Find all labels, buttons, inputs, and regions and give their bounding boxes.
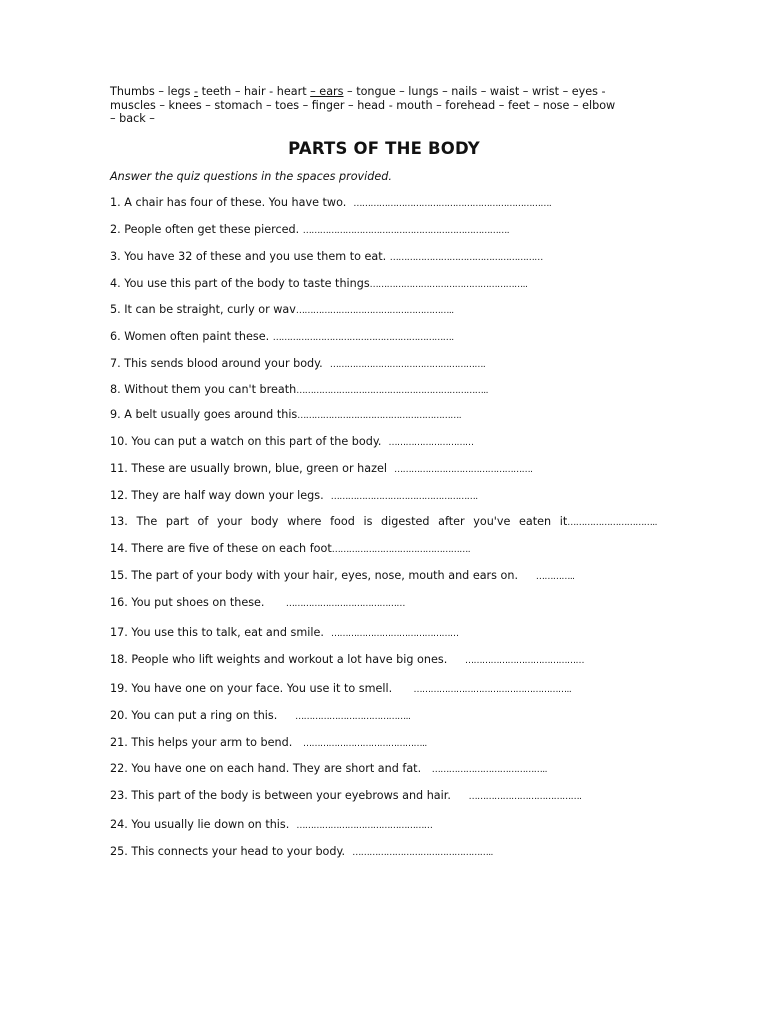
question-23 xyxy=(110,789,582,802)
answer-blank[interactable]: ……………………………………………… xyxy=(389,253,543,263)
answer-blank[interactable]: ………………………………………………………………. xyxy=(302,226,510,236)
question-7 xyxy=(110,357,485,370)
question-text: 21. This helps your arm to bend. xyxy=(110,736,303,749)
word-bank-underlined-dash: - xyxy=(194,85,199,98)
question-19 xyxy=(110,682,571,695)
answer-blank[interactable]: ………………………….. xyxy=(567,518,657,528)
answer-blank[interactable]: ……………………………………… xyxy=(331,629,459,639)
question-text: 7. This sends blood around your body. xyxy=(110,357,330,370)
word-bank-text: Thumbs – legs xyxy=(110,85,195,98)
question-9 xyxy=(110,408,461,421)
question-11 xyxy=(110,462,532,475)
instructions: Answer the quiz questions in the spaces provided. xyxy=(110,170,392,183)
question-text: 1. A chair has four of these. You have two. xyxy=(110,196,354,209)
question-text: 12. They are half way down your legs. xyxy=(110,489,331,502)
answer-blank[interactable]: …………………………………………. xyxy=(331,545,471,555)
answer-blank[interactable]: …………………………………………………. xyxy=(297,411,462,421)
answer-blank[interactable]: ……………………………………………………………. xyxy=(353,199,552,209)
question-6 xyxy=(110,330,454,343)
word-bank-underlined-ears: – ears xyxy=(310,85,344,98)
question-text: 23. This part of the body is between your eyebrows and hair. xyxy=(110,789,469,802)
question-text: 6. Women often paint these. xyxy=(110,330,273,343)
question-8 xyxy=(110,383,488,396)
answer-blank[interactable]: …………………………………… xyxy=(285,599,405,609)
question-16 xyxy=(110,596,405,609)
question-3 xyxy=(110,250,543,263)
word-bank-text: teeth – hair - heart xyxy=(198,85,311,98)
question-20 xyxy=(110,709,410,722)
page-title: PARTS OF THE BODY xyxy=(288,139,480,158)
question-text: 13. The part of your body where food is digested after you've eaten it xyxy=(110,515,568,528)
question-text: 5. It can be straight, curly or wav xyxy=(110,303,296,316)
question-4 xyxy=(110,277,527,290)
question-2 xyxy=(110,223,509,236)
answer-blank[interactable]: ………………………………………….. xyxy=(352,848,493,858)
word-bank-text: – tongue – lungs – nails – waist – wrist – eyes - xyxy=(343,85,606,98)
word-bank-line-2: muscles – knees – stomach – toes – finger – head - mouth – forehead – feet – nose – elbow xyxy=(110,98,616,112)
question-text: 11. These are usually brown, blue, green or hazel xyxy=(110,462,395,475)
question-text: 3. You have 32 of these and you use them to eat. xyxy=(110,250,390,263)
question-text: 16. You put shoes on these. xyxy=(110,596,286,609)
question-text: 14. There are five of these on each foot xyxy=(110,542,332,555)
question-text: 15. The part of your body with your hair, eyes, nose, mouth and ears on. xyxy=(110,569,536,582)
question-text: 2. People often get these pierced. xyxy=(110,223,303,236)
question-25 xyxy=(110,845,493,858)
question-15 xyxy=(110,569,575,582)
question-text: 18. People who lift weights and workout a lot have big ones. xyxy=(110,653,466,666)
question-22 xyxy=(110,762,547,775)
question-text: 24. You usually lie down on this. xyxy=(110,818,297,831)
question-1 xyxy=(110,196,551,209)
answer-blank[interactable]: ………………………………….. xyxy=(431,765,548,775)
question-text: 22. You have one on each hand. They are short and fat. xyxy=(110,762,432,775)
question-12 xyxy=(110,489,478,502)
question-text: 9. A belt usually goes around this xyxy=(110,408,298,421)
question-17 xyxy=(110,626,459,639)
question-14 xyxy=(110,542,470,555)
question-21 xyxy=(110,736,427,749)
word-bank-line-3: – back – xyxy=(110,112,155,126)
answer-blank[interactable]: …………………………………. xyxy=(468,792,582,802)
word-bank-line-1 xyxy=(110,85,665,99)
question-text: 8. Without them you can't breath xyxy=(110,383,297,396)
question-text: 25. This connects your head to your body. xyxy=(110,845,353,858)
answer-blank[interactable]: …………………………………………. xyxy=(394,465,533,475)
answer-blank[interactable]: ……………………………………………….. xyxy=(295,306,454,316)
question-13 xyxy=(110,515,657,528)
question-18 xyxy=(110,653,584,666)
question-5 xyxy=(110,303,454,316)
answer-blank[interactable]: ………………………………………… xyxy=(296,821,433,831)
question-text: 17. You use this to talk, eat and smile. xyxy=(110,626,332,639)
answer-blank[interactable]: ………………………………….. xyxy=(295,712,411,722)
question-text: 10. You can put a watch on this part of the body. xyxy=(110,435,389,448)
question-10 xyxy=(110,435,474,448)
answer-blank[interactable]: …………………………………….. xyxy=(302,739,427,749)
answer-blank[interactable]: ………………………… xyxy=(388,438,474,448)
answer-blank[interactable]: ………………………………………………. xyxy=(329,360,486,370)
question-text: 20. You can put a ring on this. xyxy=(110,709,296,722)
answer-blank[interactable]: ……………………………………………….. xyxy=(413,685,572,695)
question-text: 19. You have one on your face. You use it to smell. xyxy=(110,682,414,695)
question-text: 4. You use this part of the body to taste things xyxy=(110,277,370,290)
answer-blank[interactable]: …………………………………… xyxy=(465,656,585,666)
answer-blank[interactable]: ……………………………………………….. xyxy=(369,280,528,290)
question-24 xyxy=(110,818,432,831)
answer-blank[interactable]: ……………………………………………. xyxy=(330,492,478,502)
answer-blank[interactable]: ………………………………………………………. xyxy=(272,333,454,343)
word-bank xyxy=(110,85,665,126)
answer-blank[interactable]: ………………………………………………………….. xyxy=(296,386,488,396)
answer-blank[interactable]: ………….. xyxy=(535,572,575,582)
